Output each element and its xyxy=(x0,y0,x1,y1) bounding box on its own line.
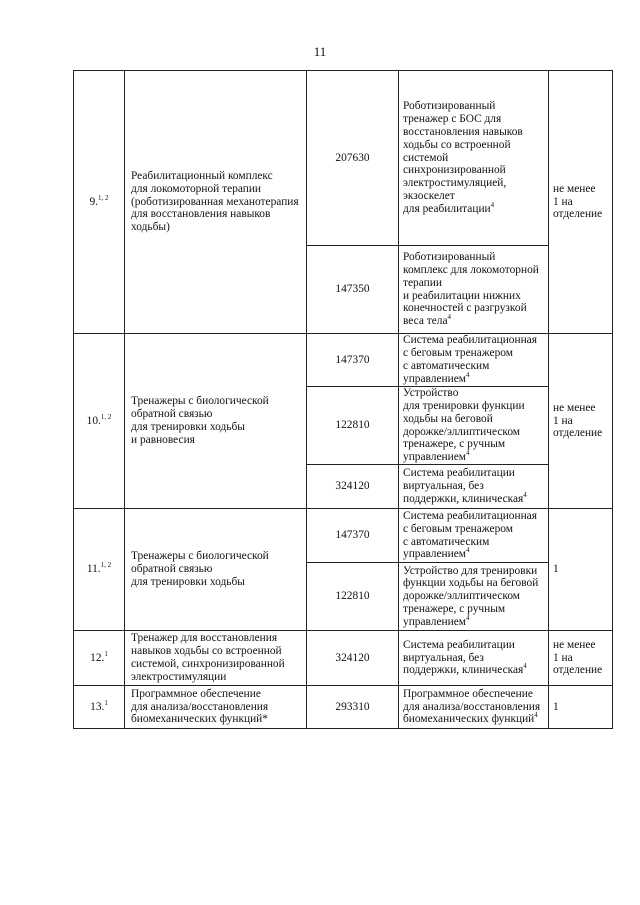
table-row xyxy=(74,631,613,686)
description-footnote: 4 xyxy=(523,662,527,671)
equipment-name: Реабилитационный комплекс для локомоторной терапии (роботизированная механотерапия для восстановления навыков ходьбы) xyxy=(125,71,307,334)
type-description: Устройство для тренировки функции ходьбы на беговой дорожке/эллиптическом тренажере, с ручным управлением xyxy=(403,564,539,628)
row-number-cell xyxy=(74,71,125,334)
row-number: 11. xyxy=(86,563,101,576)
type-description-cell xyxy=(399,631,549,686)
type-code: 207630 xyxy=(307,71,399,246)
description-footnote: 4 xyxy=(490,200,495,209)
row-number-cell xyxy=(74,509,125,631)
equipment-name: Тренажеры с биологической обратной связью для тренировки ходьбы xyxy=(125,509,307,631)
row-number-cell xyxy=(74,631,125,686)
type-code: 324120 xyxy=(307,465,399,509)
row-number-footnote: 1, 2 xyxy=(100,561,112,570)
type-description: Роботизированный комплекс для локомоторной терапии и реабилитации нижних конечностей с разгрузкой веса тела xyxy=(403,251,539,328)
equipment-table xyxy=(73,70,613,729)
equipment-name: Тренажер для восстановления навыков ходьбы со встроенной системой, синхронизированной электростимуляции xyxy=(125,631,307,686)
type-description: Система реабилитации виртуальная, без поддержки, клиническая xyxy=(403,638,524,677)
description-footnote: 4 xyxy=(465,613,470,622)
description-footnote: 4 xyxy=(465,449,470,458)
type-description-cell xyxy=(399,509,549,563)
row-number-footnote: 1 xyxy=(104,698,108,707)
table-row xyxy=(74,509,613,563)
type-description: Программное обеспечение для анализа/восстановления биомеханических функций xyxy=(403,687,541,726)
type-description: Система реабилитационная с беговым тренажером с автоматическим управлением xyxy=(403,334,537,385)
description-footnote: 4 xyxy=(447,313,452,322)
page-number: 11 xyxy=(313,44,327,59)
type-description-cell xyxy=(399,686,549,729)
row-number: 13. xyxy=(90,700,105,713)
type-code: 147370 xyxy=(307,334,399,387)
type-description-cell xyxy=(399,563,549,631)
row-number-footnote: 1, 2 xyxy=(98,193,109,202)
row-number-footnote: 1 xyxy=(104,649,108,658)
row-number-cell xyxy=(74,686,125,729)
table-row xyxy=(74,686,613,729)
quantity: не менее 1 на отделение xyxy=(549,631,613,686)
type-description-cell xyxy=(399,334,549,387)
type-description: Система реабилитации виртуальная, без поддержки, клиническая xyxy=(403,467,524,505)
quantity: 1 xyxy=(549,686,613,729)
type-description: Роботизированный тренажер с БОС для восстановления навыков ходьбы со встроенной системой синхронизированной электростимуляцией, экзоскелет для реабилитации xyxy=(403,100,523,215)
type-code: 122810 xyxy=(307,387,399,465)
table-row xyxy=(74,334,613,387)
quantity: не менее 1 на отделение xyxy=(549,71,613,334)
type-code: 122810 xyxy=(307,563,399,631)
description-footnote: 4 xyxy=(523,491,527,500)
description-footnote: 4 xyxy=(465,546,470,555)
equipment-name: Тренажеры с биологической обратной связью для тренировки ходьбы и равновесия xyxy=(125,334,307,509)
description-footnote: 4 xyxy=(534,711,538,720)
quantity: 1 xyxy=(549,509,613,631)
equipment-name: Программное обеспечение для анализа/восстановления биомеханических функций* xyxy=(125,686,307,729)
type-description-cell xyxy=(399,387,549,465)
row-number: 12. xyxy=(90,651,105,664)
row-number: 10. xyxy=(86,414,101,427)
description-footnote: 4 xyxy=(465,371,470,379)
table-row xyxy=(74,71,613,246)
row-number: 9. xyxy=(89,195,99,208)
row-number-cell xyxy=(74,334,125,509)
type-code: 147370 xyxy=(307,509,399,563)
type-code: 147350 xyxy=(307,246,399,334)
type-description-cell xyxy=(399,465,549,509)
type-description-cell xyxy=(399,71,549,246)
quantity: не менее 1 на отделение xyxy=(549,334,613,509)
row-number-footnote: 1, 2 xyxy=(100,412,112,421)
type-code: 324120 xyxy=(307,631,399,686)
type-description: Устройство для тренировки функции ходьбы на беговой дорожке/эллиптическом тренажере, с ручным управлением xyxy=(403,387,525,464)
type-description: Система реабилитационная с беговым тренажером с автоматическим управлением xyxy=(403,509,537,561)
type-code: 293310 xyxy=(307,686,399,729)
type-description-cell xyxy=(399,246,549,334)
